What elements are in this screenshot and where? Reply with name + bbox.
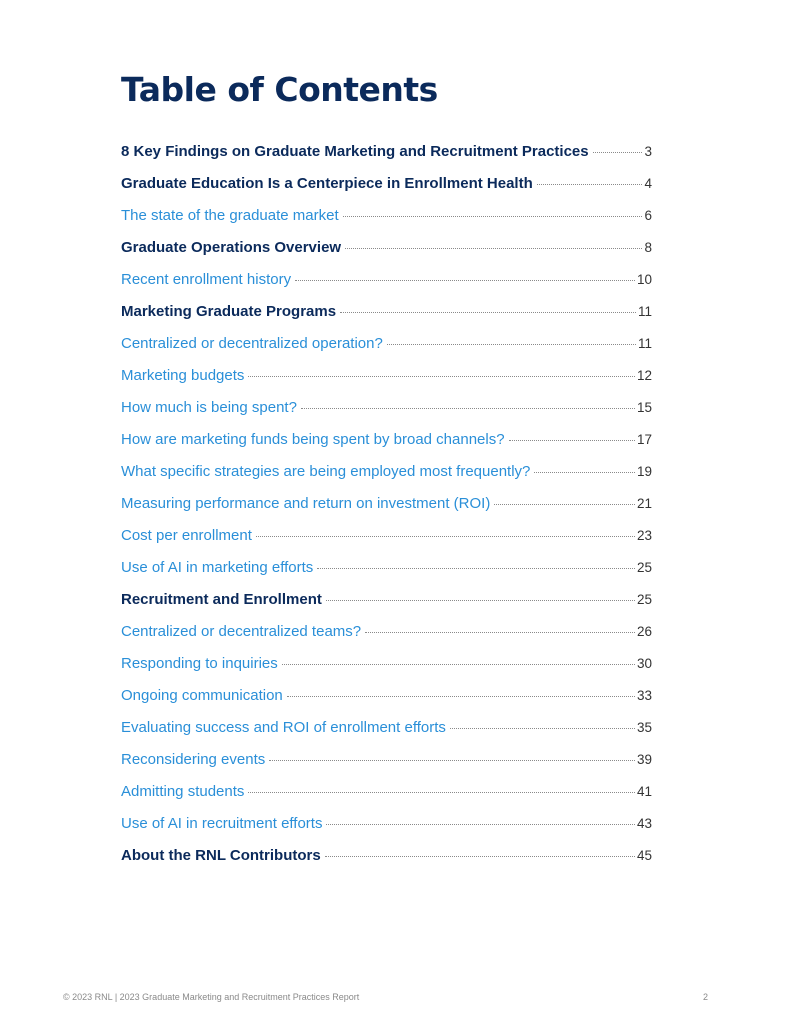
toc-dot-leader <box>450 727 635 729</box>
toc-entry-label[interactable]: Responding to inquiries <box>121 655 278 672</box>
toc-dot-leader <box>301 407 635 409</box>
toc-entry-label[interactable]: Evaluating success and ROI of enrollment efforts <box>121 719 446 736</box>
toc-dot-leader <box>340 311 636 313</box>
toc-entry[interactable] <box>121 136 652 168</box>
toc-entry-page-number[interactable]: 21 <box>636 496 652 511</box>
toc-entry-page-number[interactable]: 11 <box>637 304 652 319</box>
toc-entry[interactable] <box>121 488 652 520</box>
toc-entry-page-number[interactable]: 10 <box>636 272 652 287</box>
table-of-contents <box>121 136 652 872</box>
toc-dot-leader <box>317 567 635 569</box>
toc-entry-label[interactable]: The state of the graduate market <box>121 207 339 224</box>
toc-dot-leader <box>326 823 634 825</box>
toc-entry[interactable] <box>121 424 652 456</box>
toc-entry-page-number[interactable]: 43 <box>636 816 652 831</box>
toc-entry[interactable] <box>121 744 652 776</box>
toc-entry-page-number[interactable]: 19 <box>636 464 652 479</box>
toc-entry-page-number[interactable]: 17 <box>636 432 652 447</box>
toc-dot-leader <box>537 183 643 185</box>
toc-entry-page-number[interactable]: 15 <box>636 400 652 415</box>
toc-dot-leader <box>343 215 643 217</box>
toc-entry-page-number[interactable]: 23 <box>636 528 652 543</box>
toc-entry[interactable] <box>121 776 652 808</box>
toc-entry-page-number[interactable]: 6 <box>644 208 652 223</box>
toc-dot-leader <box>256 535 635 537</box>
toc-entry-page-number[interactable]: 12 <box>636 368 652 383</box>
toc-dot-leader <box>365 631 635 633</box>
toc-entry-label[interactable]: What specific strategies are being employed most frequently? <box>121 463 531 480</box>
toc-entry[interactable] <box>121 680 652 712</box>
toc-entry[interactable] <box>121 200 652 232</box>
toc-entry-label[interactable]: How much is being spent? <box>121 399 297 416</box>
toc-dot-leader <box>325 855 635 857</box>
toc-dot-leader <box>282 663 635 665</box>
toc-entry[interactable] <box>121 552 652 584</box>
footer-page-number: 2 <box>703 992 709 1002</box>
toc-entry-label[interactable]: Marketing Graduate Programs <box>121 303 337 320</box>
toc-entry-page-number[interactable]: 26 <box>636 624 652 639</box>
toc-entry-label[interactable]: Use of AI in marketing efforts <box>121 559 314 576</box>
toc-entry-label[interactable]: 8 Key Findings on Graduate Marketing and Recruitment Practices <box>121 143 589 160</box>
toc-entry[interactable] <box>121 712 652 744</box>
toc-entry-page-number[interactable]: 33 <box>636 688 652 703</box>
toc-dot-leader <box>248 375 635 377</box>
toc-entry-label[interactable]: Admitting students <box>121 783 245 800</box>
toc-entry-label[interactable]: Use of AI in recruitment efforts <box>121 815 323 832</box>
toc-entry[interactable] <box>121 584 652 616</box>
toc-entry[interactable] <box>121 520 652 552</box>
toc-entry[interactable] <box>121 456 652 488</box>
toc-entry-page-number[interactable]: 3 <box>644 144 652 159</box>
toc-entry[interactable] <box>121 232 652 264</box>
toc-entry[interactable] <box>121 392 652 424</box>
page-title: Table of Contents <box>121 70 438 109</box>
toc-entry-page-number[interactable]: 39 <box>636 752 652 767</box>
toc-entry[interactable] <box>121 808 652 840</box>
toc-entry[interactable] <box>121 264 652 296</box>
toc-entry-label[interactable]: Recent enrollment history <box>121 271 292 288</box>
toc-entry[interactable] <box>121 296 652 328</box>
toc-entry-page-number[interactable]: 30 <box>636 656 652 671</box>
toc-entry-page-number[interactable]: 45 <box>636 848 652 863</box>
toc-entry[interactable] <box>121 648 652 680</box>
toc-entry-page-number[interactable]: 41 <box>636 784 652 799</box>
toc-entry[interactable] <box>121 328 652 360</box>
toc-entry-label[interactable]: Cost per enrollment <box>121 527 252 544</box>
toc-entry[interactable] <box>121 168 652 200</box>
toc-entry-label[interactable]: Graduate Operations Overview <box>121 239 342 256</box>
toc-entry-page-number[interactable]: 25 <box>636 560 652 575</box>
toc-entry-label[interactable]: Reconsidering events <box>121 751 266 768</box>
toc-entry[interactable] <box>121 616 652 648</box>
toc-entry[interactable] <box>121 840 652 872</box>
toc-dot-leader <box>269 759 635 761</box>
toc-entry-label[interactable]: Measuring performance and return on investment (ROI) <box>121 495 491 512</box>
toc-entry-label[interactable]: Marketing budgets <box>121 367 245 384</box>
toc-dot-leader <box>345 247 642 249</box>
toc-entry-label[interactable]: Centralized or decentralized operation? <box>121 335 383 352</box>
toc-dot-leader <box>326 599 635 601</box>
toc-entry-page-number[interactable]: 25 <box>636 592 652 607</box>
toc-entry-label[interactable]: How are marketing funds being spent by broad channels? <box>121 431 505 448</box>
footer-copyright: © 2023 RNL | 2023 Graduate Marketing and Recruitment Practices Report <box>63 992 360 1002</box>
toc-entry-label[interactable]: Centralized or decentralized teams? <box>121 623 362 640</box>
toc-dot-leader <box>295 279 635 281</box>
toc-entry-page-number[interactable]: 8 <box>644 240 652 255</box>
toc-entry-label[interactable]: About the RNL Contributors <box>121 847 321 864</box>
toc-entry-label[interactable]: Graduate Education Is a Centerpiece in Enrollment Health <box>121 175 533 192</box>
toc-dot-leader <box>593 151 643 153</box>
toc-dot-leader <box>248 791 635 793</box>
toc-entry-page-number[interactable]: 11 <box>637 336 652 351</box>
toc-dot-leader <box>387 343 636 345</box>
toc-entry[interactable] <box>121 360 652 392</box>
toc-dot-leader <box>509 439 635 441</box>
toc-dot-leader <box>494 503 635 505</box>
toc-dot-leader <box>287 695 635 697</box>
toc-entry-label[interactable]: Recruitment and Enrollment <box>121 591 322 608</box>
toc-entry-page-number[interactable]: 4 <box>644 176 652 191</box>
toc-entry-page-number[interactable]: 35 <box>636 720 652 735</box>
toc-entry-label[interactable]: Ongoing communication <box>121 687 283 704</box>
toc-dot-leader <box>534 471 635 473</box>
